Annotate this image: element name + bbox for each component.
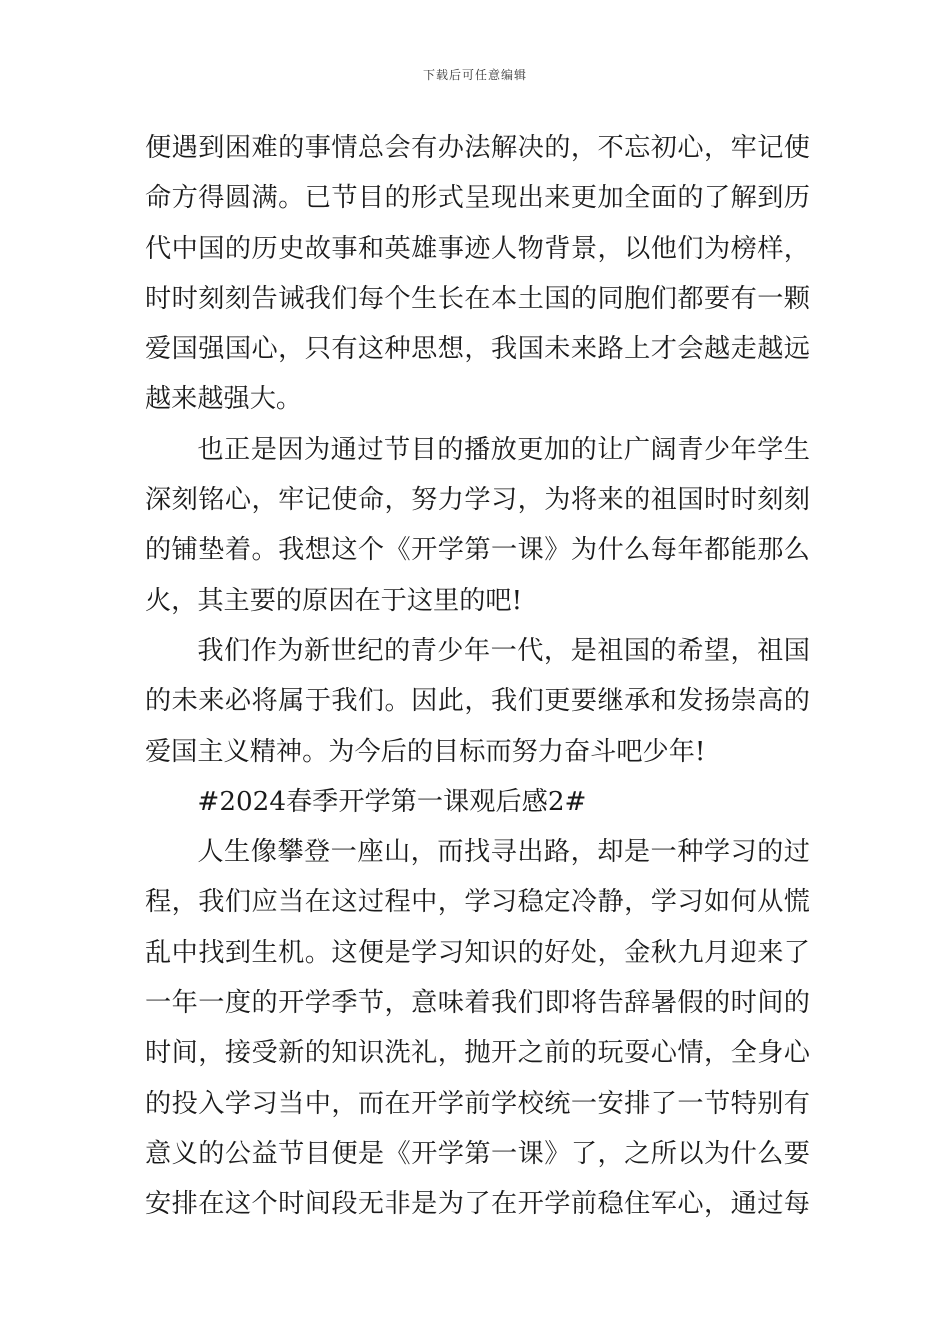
text-line: 意义的公益节目便是《开学第一课》了，之所以为什么要 [145,1138,810,1169]
text-line: 便遇到困难的事情总会有办法解决的，不忘初心，牢记使 [145,133,810,163]
text-line: 程，我们应当在这过程中，学习稳定冷静，学习如何从慌 [145,887,810,918]
text-line: 的未来必将属于我们。因此，我们更要继承和发扬崇高的 [145,686,810,717]
text-line: 深刻铭心，牢记使命，努力学习，为将来的祖国时时刻刻 [145,485,810,516]
text-line: 也正是因为通过节目的播放更加的让广阔青少年学生 [197,434,810,465]
document-body [145,123,810,1230]
text-line: 我们作为新世纪的青少年一代，是祖国的希望，祖国 [197,635,810,666]
text-line: 越来越强大。 [145,384,303,415]
text-line: 爱国主义精神。为今后的目标而努力奋斗吧少年! [145,736,706,767]
text-line: 爱国强国心，只有这种思想，我国未来路上才会越走越远 [145,334,810,365]
text-line: 时时刻刻告诫我们每个生长在本土国的同胞们都要有一颗 [145,283,810,314]
text-line: 火，其主要的原因在于这里的吧! [145,585,523,616]
text-line: 一年一度的开学季节，意味着我们即将告辞暑假的时间的 [145,988,810,1019]
text-line: 人生像攀登一座山，而找寻出路，却是一种学习的过 [197,837,810,868]
text-line: 乱中找到生机。这便是学习知识的好处，金秋九月迎来了 [145,937,810,968]
text-line: 的投入学习当中，而在开学前学校统一安排了一节特别有 [145,1088,810,1119]
page-header: 下载后可任意编辑 [422,68,527,82]
text-line: 的铺垫着。我想这个《开学第一课》为什么每年都能那么 [145,535,810,566]
text-line: #2024春季开学第一课观后感2# [197,786,587,817]
text-line: 时间，接受新的知识洗礼，抛开之前的玩耍心情，全身心 [145,1038,810,1069]
text-line: 命方得圆满。已节目的形式呈现出来更加全面的了解到历 [145,183,810,214]
text-line: 安排在这个时间段无非是为了在开学前稳住军心，通过每 [145,1189,810,1220]
text-line: 代中国的历史故事和英雄事迹人物背景，以他们为榜样， [145,233,810,264]
